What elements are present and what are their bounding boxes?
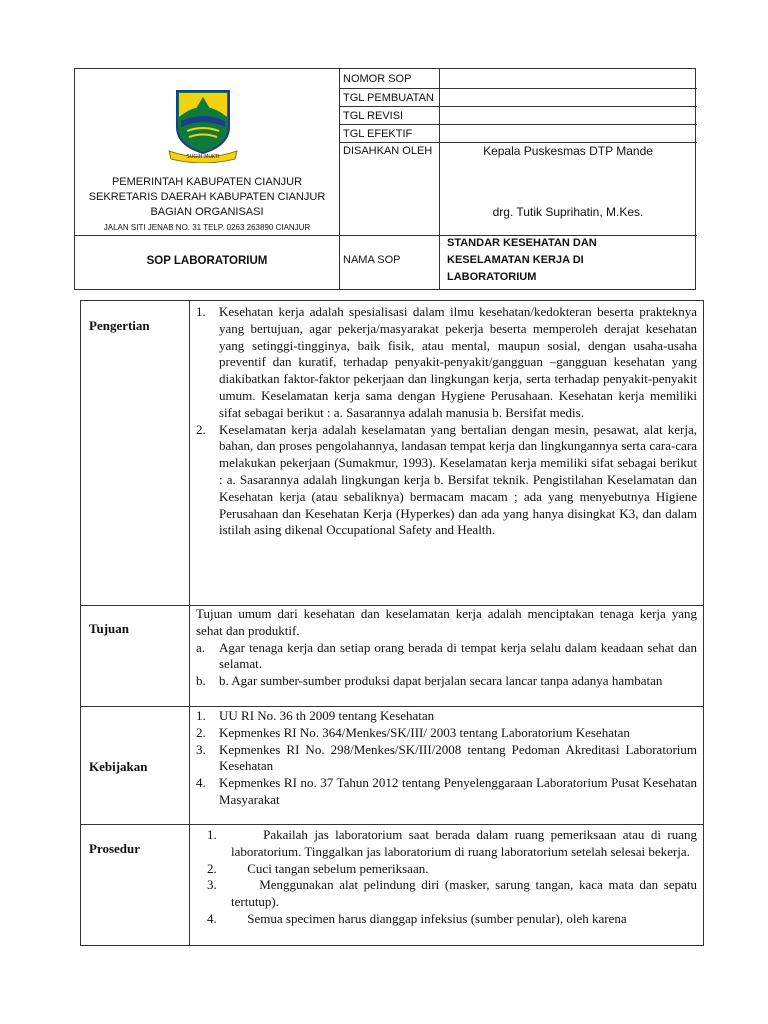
organization-address: JALAN SITI JENAB NO. 31 TELP. 0263 263890 CIANJUR — [103, 223, 311, 232]
sop-body-table — [80, 300, 704, 946]
list-item: 2. Kepmenkes RI No. 364/Menkes/SK/III/ 2003 tentang Laboratorium Kesehatan — [196, 724, 630, 740]
org-line: SEKRETARIS DAERAH KABUPATEN CIANJUR — [88, 191, 326, 203]
tujuan-intro: Tujuan umum dari kesehatan dan keselamatan kerja adalah menciptakan tenaga kerja yang sehat dan produktif. — [196, 606, 697, 638]
sop-header-table — [74, 68, 696, 290]
label-tgl-pembuatan: TGL PEMBUATAN — [343, 92, 434, 104]
section-content-prosedur — [193, 827, 697, 928]
list-item: 2. Cuci tangan sebelum pemeriksaan. — [207, 860, 429, 876]
list-item: a. Agar tenaga kerja dan setiap orang berada di tempat kerja selalu dalam keadaan sehat dan selamat. — [196, 639, 697, 672]
header-divider — [339, 124, 697, 125]
header-divider — [339, 69, 340, 289]
header-divider — [339, 88, 697, 89]
list-item: 1. Kesehatan kerja adalah spesialisasi dalam ilmu kesehatan/kedokteran beserta prakteknya yang bertujuan, agar pekerja/masyarakat pekerja beserta memperoleh derajat kesehatan yang setinggi-tingginya, baik fisik, atau mental, maupun sosial, dengan usaha-usaha preventif dan kuratif, terhadap penyakit-penyakit/gangguan –gangguan kesehatan yang diakibatkan faktor-faktor pekerjaan dan lingkungan kerja, serta terhadap penyakit-penyakit umum. Keselamatan kerja sama dengan Hygiene Perusahaan. Kesehatan kerja memiliki sifat sebagai berikut : a. Sasarannya adalah manusia b. Bersifat medis. — [196, 304, 697, 420]
label-nomor-sop: NOMOR SOP — [343, 73, 412, 85]
list-item: 3. Menggunakan alat pelindung diri (masker, sarung tangan, kaca mata dan sepatu tertutup). — [207, 877, 697, 910]
list-item: 1. UU RI No. 36 th 2009 tentang Kesehatan — [196, 708, 435, 723]
section-label-pengertian: Pengertian — [89, 318, 150, 333]
approver-name: drg. Tutik Suprihatin, M.Kes. — [492, 205, 644, 219]
label-disahkan-oleh: DISAHKAN OLEH — [343, 145, 433, 157]
logo-banner-text: SUGIH MUKTI — [186, 154, 220, 160]
section-label-prosedur: Prosedur — [89, 841, 141, 856]
list-item: 4. Kepmenkes RI no. 37 Tahun 2012 tentang Penyelenggaraan Laboratorium Pusat Kesehatan Masyarakat — [196, 775, 697, 807]
organization-name — [75, 175, 339, 220]
label-tgl-revisi: TGL REVISI — [343, 110, 404, 122]
sop-name — [447, 235, 687, 286]
section-content-pengertian — [193, 304, 697, 539]
approver-title: Kepala Puskesmas DTP Mande — [483, 144, 653, 158]
kabupaten-logo — [167, 87, 239, 163]
body-divider — [81, 706, 703, 707]
list-item: 1. Pakailah jas laboratorium saat berada dalam ruang pemeriksaan atau di ruang laboratorium. Tinggalkan jas laboratorium di ruang laboratorium setelah selesai bekerja. — [207, 827, 697, 859]
org-line: BAGIAN ORGANISASI — [150, 206, 264, 218]
list-item: 3. Kepmenkes RI No. 298/Menkes/SK/III/2008 tentang Pedoman Akreditasi Laboratorium Kesehatan — [196, 741, 697, 774]
list-item: 2. Keselamatan kerja adalah keselamatan yang bertalian dengan mesin, pesawat, alat kerja, bahan, dan proses pengolahannya, landasan tempat kerja dan lingkungannya serta cara-cara melakukan pekerjaan (Sumakmur, 1993). Keselamatan kerja memiliki sifat sebagai berikut : a. Sasarannya adalah lingkungan kerja b. Bersifat teknik. Pengistilahan Keselamatan dan Kesehatan kerja (atau sebaliknya) bermacam macam ; ada yang menyebutnya Higiene Perusahaan dan Kesehatan Kerja (Hyperkes) dan ada yang hanya disingkat K3, dan dalam istilah asing dikenal Occupational Safety and Health. — [196, 421, 697, 538]
sop-title: SOP LABORATORIUM — [146, 255, 268, 267]
list-item: 4. Semua specimen harus dianggap infeksius (sumber penular), oleh karena — [207, 910, 627, 926]
org-line: PEMERINTAH KABUPATEN CIANJUR — [111, 176, 303, 188]
section-content-tujuan — [193, 606, 697, 690]
label-nama-sop: NAMA SOP — [343, 254, 401, 266]
section-label-tujuan: Tujuan — [89, 621, 129, 636]
sop-name-line: STANDAR KESEHATAN DAN — [447, 237, 597, 249]
sop-name-line: LABORATORIUM — [447, 271, 537, 283]
sop-name-line: KESELAMATAN KERJA DI — [447, 254, 584, 266]
label-tgl-efektif: TGL EFEKTIF — [343, 128, 413, 140]
body-divider — [81, 824, 703, 825]
body-divider — [189, 301, 190, 945]
section-content-kebijakan — [193, 708, 697, 809]
list-item: b. b. Agar sumber-sumber produksi dapat berjalan secara lancar tanpa adanya hambatan — [196, 673, 663, 689]
header-divider — [339, 142, 697, 143]
header-divider — [439, 69, 440, 289]
section-label-kebijakan: Kebijakan — [89, 759, 148, 774]
header-divider — [339, 106, 697, 107]
